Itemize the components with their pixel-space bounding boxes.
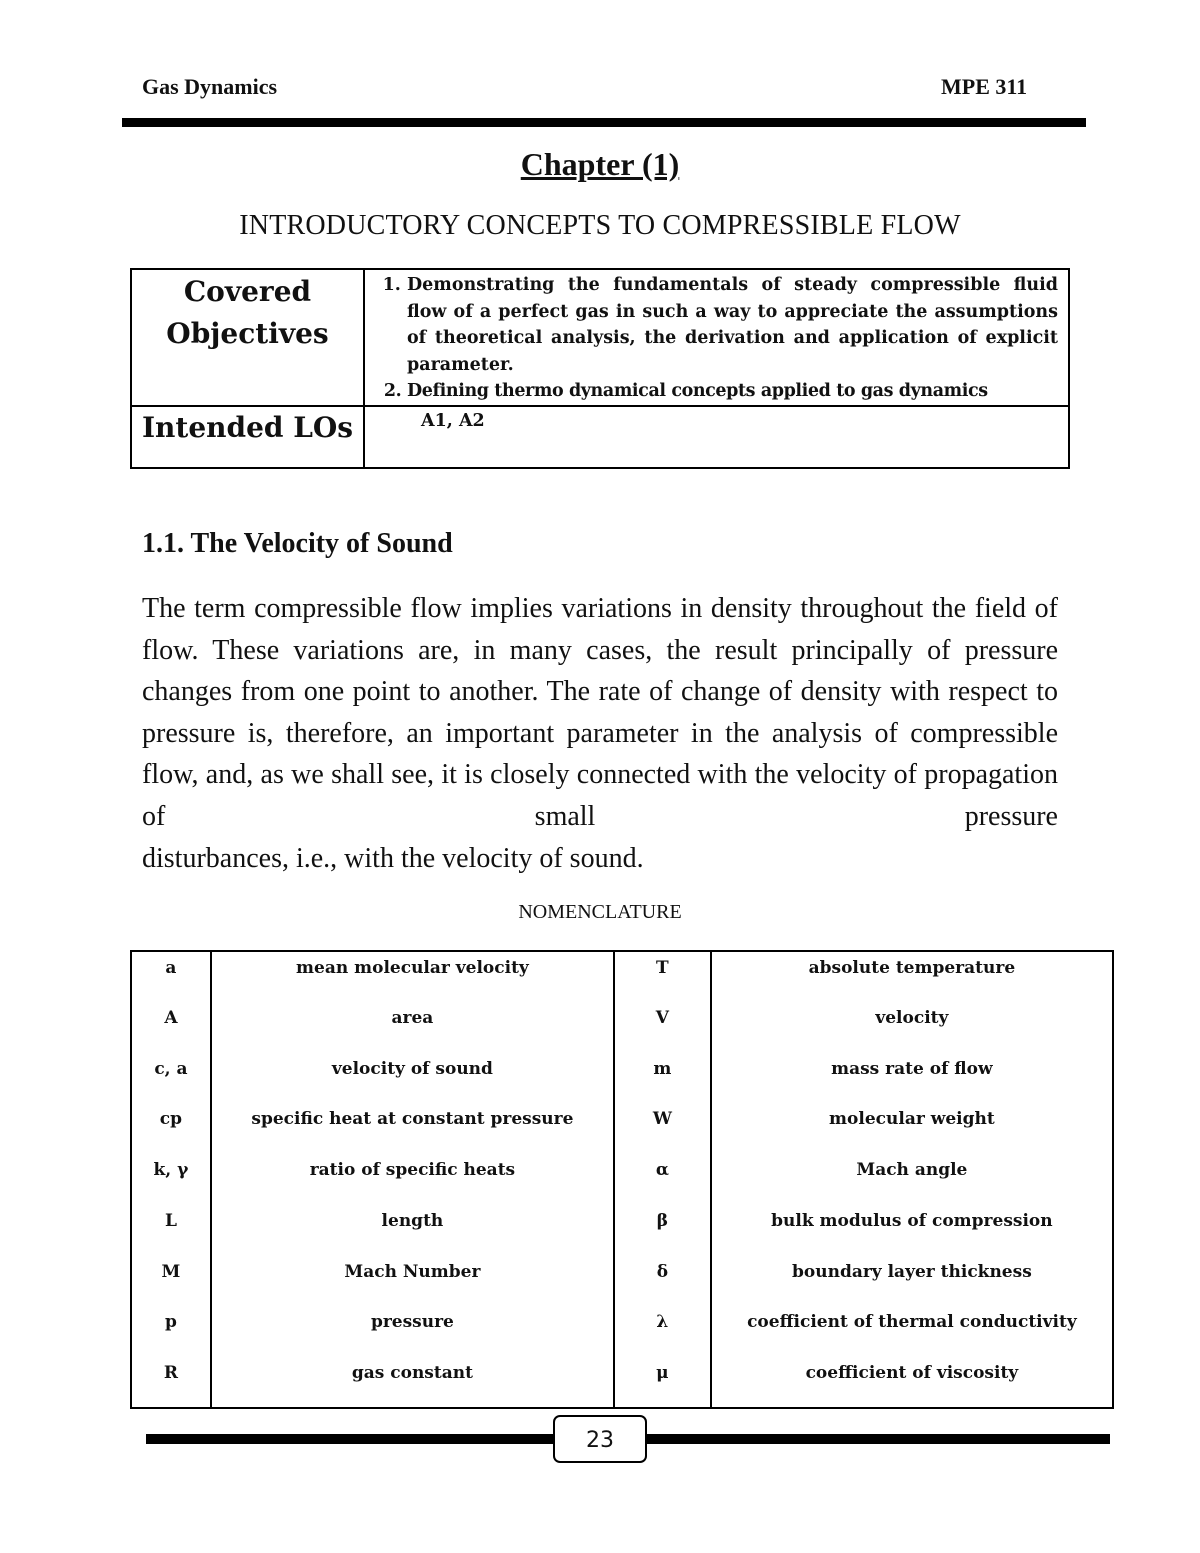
page-number: 23: [553, 1415, 647, 1463]
nomenclature-description: gas constant: [211, 1357, 614, 1408]
nomenclature-description: absolute temperature: [711, 951, 1113, 1002]
nomenclature-row: [131, 1357, 1113, 1408]
nomenclature-row: [131, 1154, 1113, 1205]
paragraph-body: The term compressible flow implies variations in density throughout the field of flow. These variations are, in many cases, the result principally of pressure changes from one point to another. The rate of change of density with respect to pressure is, therefore, an important parameter in the analysis of compressible flow, and, as we shall see, it is closely connected with the velocity of propagation of small pressure: [142, 593, 1058, 832]
objective-item: 1. Demonstrating the fundamentals of steady compressible fluid flow of a perfect gas in such a way to appreciate the assumptions of theoretical analysis, the derivation and application of explicit parameter.: [407, 272, 1058, 378]
nomenclature-symbol: L: [164, 1210, 177, 1231]
nomenclature-symbol: k, γ: [153, 1160, 189, 1181]
nomenclature-row: [131, 1306, 1113, 1357]
nomenclature-description: Mach angle: [711, 1154, 1113, 1205]
nomenclature-description: coefficient of thermal conductivity: [711, 1306, 1113, 1357]
nomenclature-description: bulk modulus of compression: [711, 1205, 1113, 1256]
nomenclature-description: length: [211, 1205, 614, 1256]
running-header-title: Gas Dynamics: [142, 74, 278, 99]
nomenclature-description: molecular weight: [711, 1103, 1113, 1154]
chapter-subtitle: INTRODUCTORY CONCEPTS TO COMPRESSIBLE FLOW: [239, 210, 961, 241]
nomenclature-description: specific heat at constant pressure: [211, 1103, 614, 1154]
section-paragraph: [142, 588, 1058, 879]
nomenclature-description: boundary layer thickness: [711, 1256, 1113, 1307]
nomenclature-description: coefficient of viscosity: [711, 1357, 1113, 1408]
nomenclature-row: [131, 1053, 1113, 1104]
paragraph-last-line: disturbances, i.e., with the velocity of sound.: [142, 842, 644, 874]
nomenclature-description: velocity: [711, 1002, 1113, 1053]
objective-item: 2. Defining thermo dynamical concepts applied to gas dynamics: [407, 378, 1058, 405]
nomenclature-table: [130, 950, 1114, 1409]
objectives-list: [364, 269, 1069, 406]
nomenclature-symbol: δ: [614, 1256, 711, 1307]
intended-los-value: A1, A2: [364, 406, 1069, 468]
footer-rule-left: [146, 1434, 554, 1444]
nomenclature-symbol: cp: [159, 1109, 183, 1130]
nomenclature-description: velocity of sound: [211, 1053, 614, 1104]
nomenclature-description: ratio of specific heats: [211, 1154, 614, 1205]
nomenclature-symbol: V: [614, 1002, 711, 1053]
covered-objectives-label: Covered Objectives: [131, 269, 364, 406]
nomenclature-description: pressure: [211, 1306, 614, 1357]
nomenclature-row: [131, 951, 1113, 1002]
header-rule: [122, 118, 1086, 127]
nomenclature-description: mean molecular velocity: [211, 951, 614, 1002]
section-heading: 1.1. The Velocity of Sound: [142, 528, 453, 559]
running-header-course-code: MPE 311: [941, 74, 1028, 99]
nomenclature-row: [131, 1256, 1113, 1307]
nomenclature-title: NOMENCLATURE: [518, 901, 682, 923]
nomenclature-symbol: m: [614, 1053, 711, 1104]
chapter-title: Chapter (1): [520, 146, 680, 182]
objectives-table: [130, 268, 1070, 469]
nomenclature-symbol: λ: [614, 1306, 711, 1357]
nomenclature-symbol: β: [614, 1205, 711, 1256]
nomenclature-symbol: A: [164, 1007, 178, 1028]
nomenclature-symbol: M: [161, 1261, 181, 1282]
nomenclature-description: area: [211, 1002, 614, 1053]
nomenclature-description: Mach Number: [211, 1256, 614, 1307]
nomenclature-symbol: μ: [614, 1357, 711, 1408]
nomenclature-symbol: R: [163, 1363, 178, 1384]
nomenclature-row: [131, 1103, 1113, 1154]
footer-rule-right: [646, 1434, 1110, 1444]
intended-los-label: Intended LOs: [131, 406, 364, 468]
nomenclature-row: [131, 1205, 1113, 1256]
nomenclature-symbol: W: [614, 1103, 711, 1154]
nomenclature-row: [131, 1002, 1113, 1053]
nomenclature-symbol: a: [165, 958, 177, 978]
nomenclature-symbol: T: [614, 951, 711, 1002]
nomenclature-description: mass rate of flow: [711, 1053, 1113, 1104]
nomenclature-symbol: p: [164, 1312, 177, 1333]
nomenclature-symbol: α: [614, 1154, 711, 1205]
nomenclature-symbol: c, a: [154, 1058, 188, 1079]
